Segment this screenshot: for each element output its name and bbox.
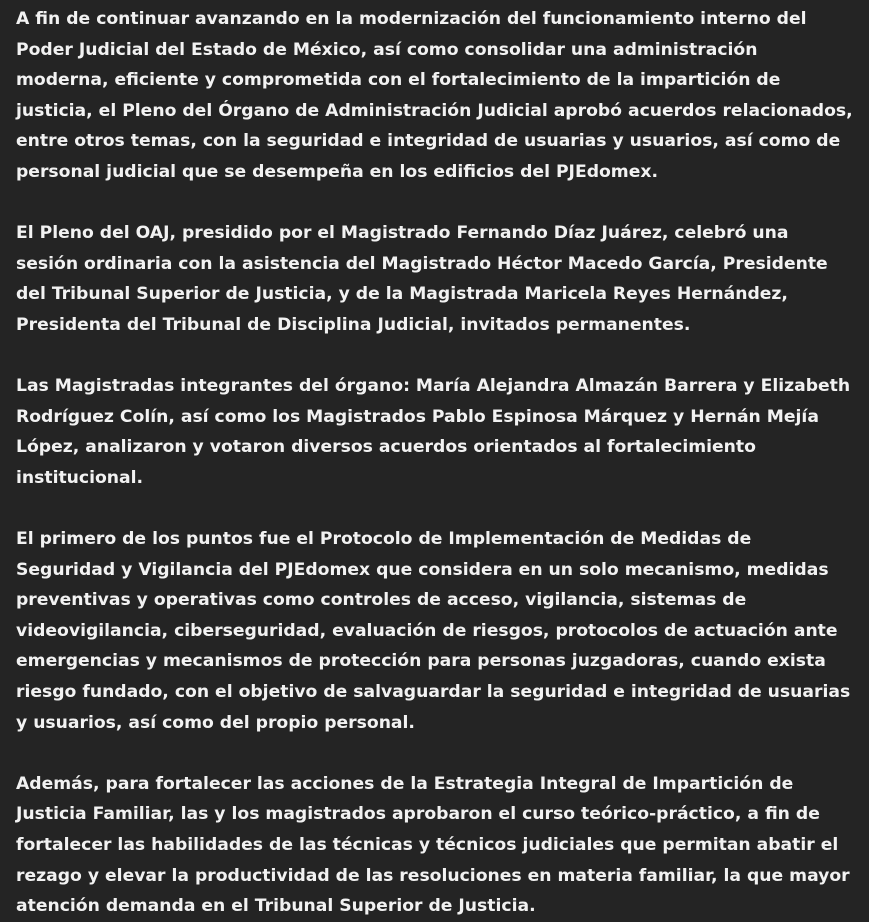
- article-paragraph-5: Además, para fortalecer las acciones de la Estrategia Integral de Impartición de Justicia Familiar, las y los magistrados aprobaron el curso teórico-práctico, a fin de fortalecer las habilidades de las técnicas y técnicos judiciales que permitan abatir el rezago y elevar la productividad de las resoluciones en materia familiar, la que mayor atención demanda en el Tribunal Superior de Justicia.: [16, 773, 850, 917]
- article-paragraph-4: El primero de los puntos fue el Protocolo de Implementación de Medidas de Seguridad y Vigilancia del PJEdomex que considera en un solo mecanismo, medidas preventivas y operativas como controles de acceso, vigilancia, sistemas de videovigilancia, ciberseguridad, evaluación de riesgos, protocolos de actuación ante emergencias y mecanismos de protección para personas juzgadoras, cuando exista riesgo fundado, con el objetivo de salvaguardar la seguridad e integridad de usuarias y usuarios, así como del propio personal.: [16, 529, 851, 733]
- article-paragraph-2: El Pleno del OAJ, presidido por el Magistrado Fernando Díaz Juárez, celebró una sesión ordinaria con la asistencia del Magistrado Héctor Macedo García, Presidente del Tribunal Superior de Justicia, y de la Magistrada Maricela Reyes Hernández, Presidenta del Tribunal de Disciplina Judicial, invitados permanentes.: [16, 223, 828, 335]
- article-paragraph-3: Las Magistradas integrantes del órgano: María Alejandra Almazán Barrera y Elizabeth Rodríguez Colín, así como los Magistrados Pablo Espinosa Márquez y Hernán Mejía López, analizaron y votaron diversos acuerdos orientados al fortalecimiento institucional.: [16, 376, 851, 488]
- article-paragraph-1: A fin de continuar avanzando en la modernización del funcionamiento interno del Poder Judicial del Estado de México, así como consolidar una administración moderna, eficiente y comprometida con el fortalecimiento de la impartición de justicia, el Pleno del Órgano de Administración Judicial aprobó acuerdos relacionados, entre otros temas, con la seguridad e integridad de usuarias y usuarios, así como de personal judicial que se desempeña en los edificios del PJEdomex.: [16, 9, 853, 182]
